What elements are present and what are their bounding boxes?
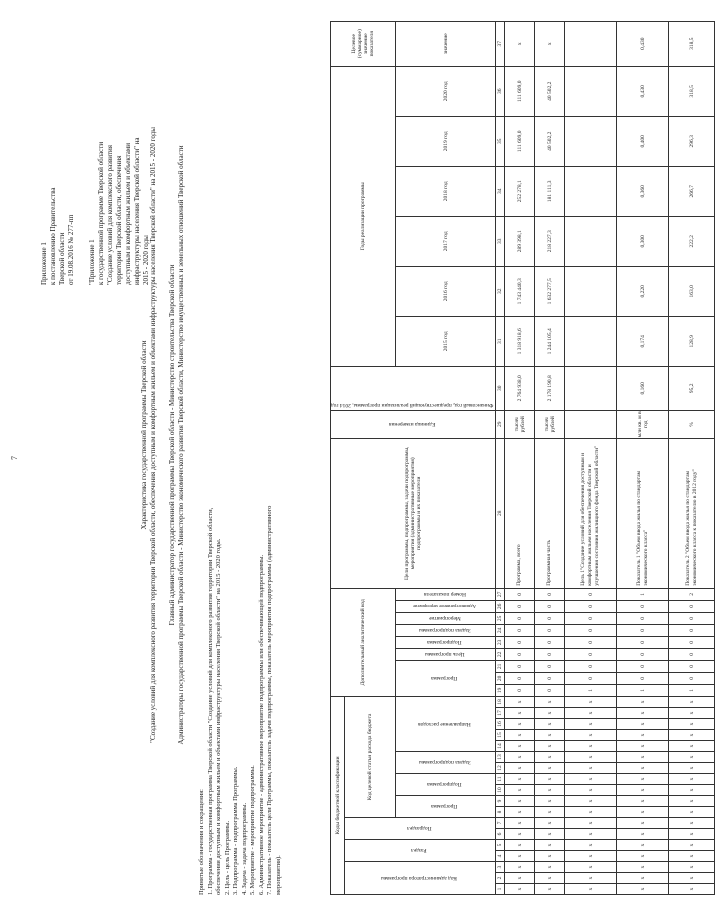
code-cell: 0	[617, 612, 669, 624]
code-cell: x	[505, 774, 535, 785]
column-number: 31	[496, 316, 505, 366]
code-cell: x	[565, 840, 617, 851]
title-line: Характеристика государственной программы Тверской области	[140, 340, 148, 530]
code-cell: 0	[565, 672, 617, 684]
column-number: 22	[496, 648, 505, 660]
year-value	[565, 316, 617, 366]
year-value: 296,3	[669, 116, 715, 166]
code-cell: x	[535, 851, 565, 862]
code-cell: x	[535, 873, 565, 884]
code-cell: x	[565, 708, 617, 719]
code-cell: x	[505, 840, 535, 851]
code-cell: x	[535, 862, 565, 873]
code-cell: 0	[535, 648, 565, 660]
code-cell: x	[505, 752, 535, 763]
approval-line: Тверской области	[58, 232, 66, 285]
code-cell: 1	[617, 588, 669, 600]
abbreviation-item: 1. Программа - государственная программа Тверской области "Создание условий для комплексного развития территории Тверской области, обеспечения доступным и комфортным жильем и объектами инфраструктуры населения Тверской области" на 2015 - 2020 годы.	[206, 507, 222, 895]
target-value: 0,430	[617, 21, 669, 66]
code-cell: x	[505, 696, 535, 707]
code-cell: 0	[505, 684, 535, 696]
code-cell: 0	[669, 636, 715, 648]
column-number: 12	[496, 763, 505, 774]
base-year-value: 2 178 190,8	[535, 366, 565, 410]
approval-line: от 19.08.2016 № 277-пп	[67, 214, 75, 285]
year-value: 181 111,3	[535, 166, 565, 216]
code-cell: x	[505, 785, 535, 796]
code-cell: 0	[565, 660, 617, 672]
code-cell: x	[565, 719, 617, 730]
code-cell: 0	[565, 612, 617, 624]
code-cell: x	[565, 752, 617, 763]
document-title	[140, 5, 158, 865]
code-cell: x	[535, 840, 565, 851]
code-cell: x	[535, 696, 565, 707]
code-cell: x	[535, 774, 565, 785]
code-cell: x	[617, 752, 669, 763]
code-cell: 0	[535, 672, 565, 684]
column-number: 37	[496, 21, 505, 66]
subsection-header: Подраздел	[345, 818, 496, 840]
base-year-value: 0,160	[617, 366, 669, 410]
code-cell: x	[617, 741, 669, 752]
unit-cell: тысяч рублей	[505, 410, 535, 438]
year-value: 0,220	[617, 266, 669, 316]
code-cell: 0	[565, 648, 617, 660]
code-cell: x	[617, 774, 669, 785]
code-cell: x	[565, 741, 617, 752]
approval-line: "Приложение 1	[88, 239, 96, 285]
code-cell: x	[617, 873, 669, 884]
target-value-header: значение	[395, 21, 496, 66]
year-2020-header: 2020 год	[395, 66, 496, 116]
abbreviation-item: 3. Подпрограмма - подпрограмма Программы.	[232, 766, 239, 895]
code-cell: x	[535, 829, 565, 840]
column-number: 1	[496, 884, 505, 895]
column-number: 9	[496, 796, 505, 807]
year-value	[565, 116, 617, 166]
year-2018-header: 2018 год	[395, 166, 496, 216]
code-cell: 0	[535, 588, 565, 600]
code-cell: x	[565, 730, 617, 741]
row-name: Программная часть	[535, 438, 565, 588]
column-number: 36	[496, 66, 505, 116]
code-cell: 1	[565, 684, 617, 696]
analytic-admin-event-header: Административное мероприятие	[395, 600, 496, 612]
code-cell: x	[505, 884, 535, 895]
year-value: 111 609,0	[505, 116, 535, 166]
code-cell: 0	[505, 648, 535, 660]
code-cell: 0	[535, 600, 565, 612]
code-cell: x	[617, 785, 669, 796]
code-cell: x	[505, 818, 535, 829]
year-value: 40 502,2	[535, 116, 565, 166]
code-cell: 0	[505, 624, 535, 636]
code-cell: x	[617, 829, 669, 840]
column-number: 4	[496, 851, 505, 862]
unit-cell: %	[669, 410, 715, 438]
code-cell: x	[669, 719, 715, 730]
column-number: 35	[496, 116, 505, 166]
year-2016-header: 2016 год	[395, 266, 496, 316]
year-value: 163,0	[669, 266, 715, 316]
analytic-program-header: Программа	[395, 660, 496, 696]
code-cell: x	[535, 807, 565, 818]
year-value: 40 502,2	[535, 66, 565, 116]
year-value: 1 244 105,4	[535, 316, 565, 366]
column-number: 8	[496, 807, 505, 818]
code-cell: 0	[535, 612, 565, 624]
column-number: 3	[496, 862, 505, 873]
code-cell: x	[535, 785, 565, 796]
code-cell: x	[617, 708, 669, 719]
admin-code-header: Код администратора программы	[345, 862, 496, 895]
analytic-task-header: Задача подпрограммы	[395, 624, 496, 636]
code-cell: 0	[505, 636, 535, 648]
year-value	[565, 266, 617, 316]
code-cell: x	[565, 873, 617, 884]
column-number: 11	[496, 774, 505, 785]
code-cell: x	[617, 851, 669, 862]
code-cell: x	[565, 696, 617, 707]
column-number: 24	[496, 624, 505, 636]
code-cell: 0	[505, 600, 535, 612]
column-number: 14	[496, 741, 505, 752]
code-cell: 0	[565, 636, 617, 648]
code-cell: x	[669, 796, 715, 807]
target-value: 318,5	[669, 21, 715, 66]
code-cell: x	[505, 719, 535, 730]
code-cell: x	[669, 829, 715, 840]
code-cell: x	[669, 884, 715, 895]
code-cell: 0	[565, 624, 617, 636]
table-row	[617, 21, 669, 894]
table-row	[535, 21, 565, 894]
base-year-value: 95,2	[669, 366, 715, 410]
expense-direction-header: Направление расходов	[395, 696, 496, 751]
code-cell: x	[565, 785, 617, 796]
analytic-code-header: Дополнительный аналитический код	[331, 588, 396, 696]
year-value: 1 632 277,5	[535, 266, 565, 316]
year-value: 0,430	[617, 66, 669, 116]
abbreviations-header: Принятые обозначения и сокращения:	[198, 789, 205, 895]
code-cell: x	[617, 862, 669, 873]
code-cell: x	[617, 730, 669, 741]
code-cell: 0	[565, 600, 617, 612]
column-number: 29	[496, 410, 505, 438]
code-cell: x	[669, 807, 715, 818]
code-cell: x	[617, 884, 669, 895]
unit-column-header: Единица измерения	[331, 410, 496, 438]
column-number: 19	[496, 684, 505, 696]
code-cell: x	[669, 708, 715, 719]
code-cell: x	[669, 862, 715, 873]
code-cell: x	[617, 818, 669, 829]
year-value: 111 609,0	[505, 66, 535, 116]
code-cell: 0	[617, 600, 669, 612]
code-cell: x	[535, 752, 565, 763]
code-cell: x	[617, 763, 669, 774]
approval-line: 2015 - 2020 годы	[142, 235, 150, 285]
code-cell: 0	[617, 672, 669, 684]
year-value: 0,360	[617, 166, 669, 216]
target-header: Целевое (суммарное) значение показателя	[331, 21, 396, 66]
column-number: 6	[496, 829, 505, 840]
column-number: 16	[496, 719, 505, 730]
code-cell: x	[505, 829, 535, 840]
base-year-value	[565, 366, 617, 410]
page-number: 7	[10, 456, 19, 460]
column-number-row	[496, 21, 505, 894]
column-number: 33	[496, 216, 505, 266]
column-number: 25	[496, 612, 505, 624]
column-number: 17	[496, 708, 505, 719]
year-2017-header: 2017 год	[395, 216, 496, 266]
abbreviation-item: 7. Показатель - показатель цели Программы, показатель задачи подпрограммы, показатель мероприятия подпрограммы (административного мероприятия).	[266, 505, 282, 895]
code-cell: 0	[505, 672, 535, 684]
column-number: 21	[496, 660, 505, 672]
code-cell: 0	[535, 684, 565, 696]
approval-line: Приложение 1	[40, 242, 48, 285]
code-cell: x	[505, 851, 535, 862]
year-value: 0,300	[617, 216, 669, 266]
approval-line: "Создание условий для комплексного развития	[106, 144, 114, 285]
code-cell: x	[669, 818, 715, 829]
analytic-subprogram-header: Подпрограмма	[395, 636, 496, 648]
code-cell: x	[505, 796, 535, 807]
code-cell: 0	[535, 624, 565, 636]
base-year-header: Финансовый год, предшествующий реализации программы, 2014 год	[331, 366, 496, 410]
year-value: 1 318 918,6	[505, 316, 535, 366]
code-cell: x	[505, 807, 535, 818]
code-cell: x	[505, 862, 535, 873]
row-name: Показатель 1 "Объем ввода жилья по стандартам экономического класса"	[617, 438, 669, 588]
unit-cell	[565, 410, 617, 438]
unit-cell: тысяч рублей	[535, 410, 565, 438]
administrators-block	[168, 15, 186, 875]
abbreviation-item: 6. Административное мероприятие - административное мероприятие подпрограммы или обеспечивающей подпрограммы.	[257, 554, 265, 895]
code-cell: x	[565, 774, 617, 785]
budget-codes-header: Коды бюджетной классификации	[331, 696, 345, 894]
code-cell: x	[535, 730, 565, 741]
code-cell: x	[617, 807, 669, 818]
code-cell: 1	[669, 684, 715, 696]
code-cell: x	[535, 708, 565, 719]
administrators: Администраторы государственной программы Тверской области - Министерство экономического развития Тверской области, Министерство имущественных и земельных отношений Тверской области	[177, 145, 185, 745]
indicator-number-header: Номер показателя	[395, 588, 496, 600]
code-cell: x	[505, 873, 535, 884]
column-number: 30	[496, 366, 505, 410]
section-header: Раздел	[345, 840, 496, 862]
code-cell: x	[505, 741, 535, 752]
code-cell: 0	[535, 660, 565, 672]
task-code-header: Задача подпрограммы	[395, 752, 496, 774]
code-cell: 0	[617, 624, 669, 636]
column-number: 23	[496, 636, 505, 648]
code-cell: x	[617, 840, 669, 851]
row-name: Показатель 2 "Объем ввода жилья по стандартам экономического класса к показателю в 2012 году"	[669, 438, 715, 588]
code-cell: x	[535, 741, 565, 752]
code-cell: x	[535, 884, 565, 895]
approval-line: доступным и комфортным жильем и объектами	[124, 142, 132, 285]
year-value: 318,5	[669, 66, 715, 116]
analytic-purpose-header: Цель программы	[395, 648, 496, 660]
code-cell: x	[669, 763, 715, 774]
target-value: x	[535, 21, 565, 66]
year-value: 128,9	[669, 316, 715, 366]
year-value	[565, 66, 617, 116]
column-number: 28	[496, 438, 505, 588]
code-cell: x	[565, 862, 617, 873]
column-number: 15	[496, 730, 505, 741]
column-number: 2	[496, 873, 505, 884]
code-cell: 0	[669, 672, 715, 684]
code-cell: x	[535, 719, 565, 730]
approval-line: к государственной программе Тверской области	[97, 141, 105, 285]
code-cell: 2	[669, 588, 715, 600]
code-cell: 0	[505, 660, 535, 672]
column-number: 20	[496, 672, 505, 684]
year-value: 218 227,3	[535, 216, 565, 266]
abbreviation-item: 4. Задача - задача подпрограммы.	[240, 802, 248, 895]
analytic-event-header: Мероприятие	[395, 612, 496, 624]
code-cell: x	[565, 818, 617, 829]
code-cell: x	[669, 696, 715, 707]
year-value: 289 398,1	[505, 216, 535, 266]
code-cell: x	[617, 796, 669, 807]
row-name: Программа, всего	[505, 438, 535, 588]
year-value: 222,2	[669, 216, 715, 266]
code-cell: x	[669, 774, 715, 785]
code-cell: 0	[617, 648, 669, 660]
target-value	[565, 21, 617, 66]
column-number: 13	[496, 752, 505, 763]
abbreviation-item: 5. Мероприятие - мероприятие подпрограммы.	[249, 765, 256, 895]
code-cell: x	[669, 752, 715, 763]
column-number: 10	[496, 785, 505, 796]
year-value: 0,174	[617, 316, 669, 366]
code-cell: x	[617, 696, 669, 707]
year-2019-header: 2019 год	[395, 116, 496, 166]
code-cell: x	[505, 763, 535, 774]
approval-line: к постановлению Правительства	[49, 187, 57, 285]
code-cell: 0	[505, 588, 535, 600]
column-number: 5	[496, 840, 505, 851]
year-value: 252 278,1	[505, 166, 535, 216]
column-number: 18	[496, 696, 505, 707]
subprogram-code-header: Подпрограмма	[395, 774, 496, 796]
approval-line: территории Тверской области, обеспечения	[115, 155, 123, 285]
table-row	[565, 21, 617, 894]
year-value	[565, 166, 617, 216]
code-cell: 0	[617, 636, 669, 648]
column-number: 27	[496, 588, 505, 600]
code-cell: x	[535, 763, 565, 774]
code-cell: 0	[535, 636, 565, 648]
year-value: 0,400	[617, 116, 669, 166]
unit-cell: млн кв. м в год	[617, 410, 669, 438]
code-cell: x	[669, 851, 715, 862]
year-value	[565, 216, 617, 266]
code-cell: x	[565, 851, 617, 862]
code-cell: 0	[669, 648, 715, 660]
code-cell: x	[565, 884, 617, 895]
code-cell: x	[535, 796, 565, 807]
code-cell: x	[505, 730, 535, 741]
year-2015-header: 2015 год	[395, 316, 496, 366]
year-value: 1 743 440,3	[505, 266, 535, 316]
abbreviations-block	[198, 475, 283, 895]
title-line: "Создание условий для комплексного развития территории Тверской области, обеспечения доступным и комфортным жильем и объектами инфраструктуры населения Тверской области" на 2015 - 2020 годы	[149, 127, 157, 743]
code-cell: 0	[669, 612, 715, 624]
code-cell: 0	[617, 660, 669, 672]
table-row	[669, 21, 715, 894]
code-cell: x	[565, 796, 617, 807]
program-code-header: Программа	[395, 796, 496, 818]
year-value: 266,7	[669, 166, 715, 216]
target-code-header: Код целевой статьи расхода бюджета	[345, 696, 396, 817]
code-cell: x	[669, 873, 715, 884]
code-cell: 0	[669, 660, 715, 672]
row-name: Цель 1"Создание условий для обеспечения доступным и комфортным жильем населения Тверской области и улучшения состояния жилищного фонда Тверской области"	[565, 438, 617, 588]
code-cell: x	[669, 840, 715, 851]
table-row	[505, 21, 535, 894]
code-cell: x	[669, 730, 715, 741]
code-cell: x	[565, 807, 617, 818]
column-number: 34	[496, 166, 505, 216]
approval-line: инфраструктуры населения Тверской области" на	[133, 137, 141, 285]
code-cell: x	[617, 719, 669, 730]
name-column-header: Цели программы, подпрограммы, задачи подпрограммы, мероприятия (административные мероприятия) подпрограммы и их показатели	[331, 438, 496, 588]
base-year-value: 2 764 938,0	[505, 366, 535, 410]
code-cell: x	[669, 741, 715, 752]
code-cell: 0	[505, 612, 535, 624]
approval-block	[40, 25, 151, 285]
main-administrator: Главный администратор государственной программы Тверской области - Министерство строительства Тверской области	[168, 264, 176, 626]
code-cell: x	[505, 708, 535, 719]
target-value: x	[505, 21, 535, 66]
code-cell: 1	[617, 684, 669, 696]
code-cell: x	[535, 818, 565, 829]
code-cell: x	[565, 829, 617, 840]
code-cell: x	[669, 785, 715, 796]
abbreviation-item: 2. Цель - цель Программы.	[223, 820, 231, 895]
column-number: 26	[496, 600, 505, 612]
years-header: Годы реализации программы	[331, 66, 396, 366]
code-cell: 0	[669, 624, 715, 636]
column-number: 7	[496, 818, 505, 829]
code-cell: 0	[669, 600, 715, 612]
program-characteristics-table	[330, 21, 715, 895]
column-number: 32	[496, 266, 505, 316]
code-cell: 0	[565, 588, 617, 600]
code-cell: x	[565, 763, 617, 774]
